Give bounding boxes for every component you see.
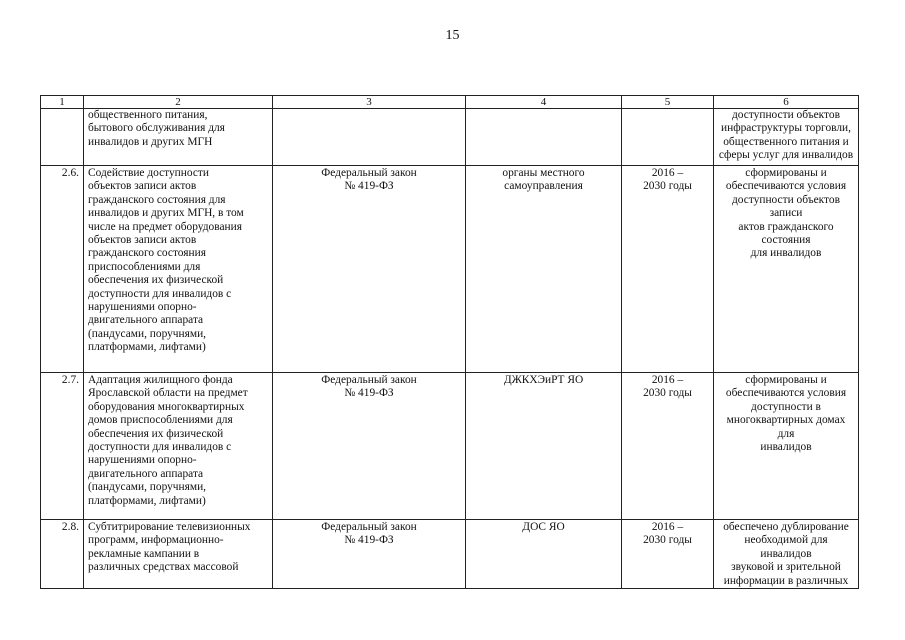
column-number-3: 3 <box>273 96 466 109</box>
table-row <box>41 109 859 166</box>
term-cell <box>622 109 714 166</box>
row-number-cell: 2.7. <box>41 373 84 520</box>
executor-cell: ДЖКХЭиРТ ЯО <box>466 373 622 520</box>
row-number-cell <box>41 109 84 166</box>
row-number-cell: 2.8. <box>41 520 84 589</box>
measure-cell: Субтитрирование телевизионных программ, информационно- рекламные кампании в различных средствах массовой <box>84 520 273 589</box>
term-cell: 2016 – 2030 годы <box>622 373 714 520</box>
measure-cell: Адаптация жилищного фонда Ярославской области на предмет оборудования многоквартирных домов приспособлениями для обеспечения их физической доступности для инвалидов с нарушениями опорно- двигательного аппарата (пандусами, поручнями, платформами, лифтами) <box>84 373 273 520</box>
table-row <box>41 520 859 589</box>
result-cell: обеспечено дублирование необходимой для инвалидов звуковой и зрительной информации в различных <box>714 520 859 589</box>
column-number-1: 1 <box>41 96 84 109</box>
executor-cell: органы местного самоуправления <box>466 166 622 373</box>
table-row <box>41 373 859 520</box>
executor-cell <box>466 109 622 166</box>
column-number-2: 2 <box>84 96 273 109</box>
result-cell: сформированы и обеспечиваются условия доступности в многоквартирных домах для инвалидов <box>714 373 859 520</box>
measure-cell: общественного питания, бытового обслуживания для инвалидов и других МГН <box>84 109 273 166</box>
executor-cell: ДОС ЯО <box>466 520 622 589</box>
column-number-5: 5 <box>622 96 714 109</box>
basis-cell: Федеральный закон № 419-ФЗ <box>273 520 466 589</box>
page-number: 15 <box>445 28 460 43</box>
row-number-cell: 2.6. <box>41 166 84 373</box>
column-number-4: 4 <box>466 96 622 109</box>
result-cell: сформированы и обеспечиваются условия доступности объектов записи актов гражданского состояния для инвалидов <box>714 166 859 373</box>
column-number-row <box>41 96 859 109</box>
measures-table <box>40 95 859 589</box>
basis-cell: Федеральный закон № 419-ФЗ <box>273 166 466 373</box>
measure-cell: Содействие доступности объектов записи актов гражданского состояния для инвалидов и других МГН, в том числе на предмет оборудования объектов записи актов гражданского состояния приспособлениями для обеспечения их физической доступности для инвалидов с нарушениями опорно- двигательного аппарата (пандусами, поручнями, платформами, лифтами) <box>84 166 273 373</box>
basis-cell: Федеральный закон № 419-ФЗ <box>273 373 466 520</box>
result-cell: доступности объектов инфраструктуры торговли, общественного питания и сферы услуг для инвалидов <box>714 109 859 166</box>
basis-cell <box>273 109 466 166</box>
term-cell: 2016 – 2030 годы <box>622 166 714 373</box>
column-number-6: 6 <box>714 96 859 109</box>
table-row <box>41 166 859 373</box>
term-cell: 2016 – 2030 годы <box>622 520 714 589</box>
